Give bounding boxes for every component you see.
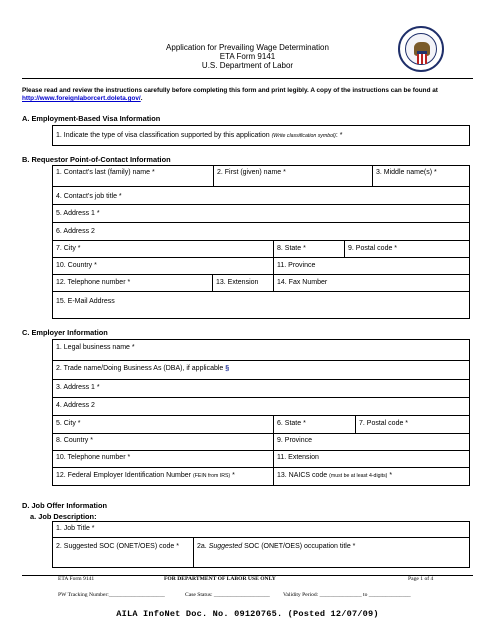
contact-middle-name-field[interactable]: 3. Middle name(s) * — [376, 169, 437, 176]
instructions-link[interactable]: http://www.foreignlaborcert.doleta.gov/ — [22, 95, 141, 103]
job-title-field[interactable]: 1. Job Title * — [56, 525, 95, 532]
contact-email-field[interactable]: 15. E-Mail Address — [56, 298, 115, 305]
contact-state-field[interactable]: 8. State * — [277, 245, 306, 252]
contact-first-name-field[interactable]: 2. First (given) name * — [217, 169, 286, 176]
naics-field[interactable] — [273, 469, 470, 486]
section-a-title: A. Employment-Based Visa Information — [22, 114, 161, 123]
employer-address1-field[interactable]: 3. Address 1 * — [56, 384, 100, 391]
trade-name-label: 2. Trade name/Doing Business As (DBA), if applicable — [56, 365, 224, 372]
q1-note: (Write classification symbol) — [271, 133, 336, 139]
soc-title-label: SOC (ONET/OES) occupation title * — [242, 543, 356, 550]
contact-telephone-field[interactable]: 12. Telephone number * — [56, 279, 131, 286]
soc-title-italic: Suggested — [208, 543, 243, 550]
intro-body: Please read and review the instructions carefully before completing this form and print legibly. A copy of the instructions can be found at — [22, 87, 438, 94]
soc-title-field[interactable] — [193, 540, 470, 567]
trade-name-field[interactable] — [52, 362, 470, 379]
contact-city-field[interactable]: 7. City * — [56, 245, 81, 252]
section-b-title: B. Requestor Point-of-Contact Information — [22, 155, 171, 164]
visa-classification-label — [52, 129, 346, 143]
shield-icon — [417, 51, 427, 64]
employer-city-field[interactable]: 5. City * — [56, 420, 81, 427]
contact-fax-field[interactable]: 14. Fax Number — [277, 279, 328, 286]
footer-dol-use-only: FOR DEPARTMENT OF LABOR USE ONLY — [164, 576, 276, 582]
intro-text — [22, 87, 470, 103]
q1-text: 1. Indicate the type of visa classification supported by this application — [56, 132, 270, 139]
naics-end: * — [387, 472, 393, 479]
legal-business-name-field[interactable]: 1. Legal business name * — [56, 344, 135, 351]
form-title: Application for Prevailing Wage Determination — [166, 43, 329, 52]
section-d-title: D. Job Offer Information — [22, 501, 107, 510]
employer-state-field[interactable]: 6. State * — [277, 420, 306, 427]
contact-province-field[interactable]: 11. Province — [277, 262, 316, 269]
contact-postal-code-field[interactable]: 9. Postal code * — [348, 245, 398, 252]
validity-period: Validity Period: _______________ to _______________ — [283, 592, 411, 598]
fein-note: (FEIN from IRS) — [192, 473, 231, 479]
footer-page-number: Page 1 of 4 — [408, 576, 434, 582]
section-mark: § — [225, 365, 230, 372]
aila-doc-number: AILA InfoNet Doc. No. 09120765. (Posted 12/07/09) — [116, 609, 379, 619]
employer-address2-field[interactable]: 4. Address 2 — [56, 402, 95, 409]
footer-form-number: ETA Form 9141 — [58, 576, 95, 582]
employer-telephone-field[interactable]: 10. Telephone number * — [56, 454, 131, 461]
employer-postal-code-field[interactable]: 7. Postal code * — [359, 420, 409, 427]
employer-province-field[interactable]: 9. Province — [277, 437, 313, 444]
employer-extension-field[interactable]: 11. Extension — [277, 454, 319, 461]
contact-address2-field[interactable]: 6. Address 2 — [56, 228, 95, 235]
department-of-labor-seal — [398, 26, 444, 72]
fein-label: 12. Federal Employer Identification Number — [56, 472, 192, 479]
contact-country-field[interactable]: 10. Country * — [56, 262, 97, 269]
job-description-subtitle: a. Job Description: — [30, 512, 97, 521]
soc-title-prefix: 2a. — [197, 543, 209, 550]
header-rule — [22, 78, 473, 79]
q1-end: : * — [335, 132, 343, 139]
contact-address1-field[interactable]: 5. Address 1 * — [56, 210, 100, 217]
case-status: Case Status: ____________________ — [185, 592, 270, 598]
form-number: ETA Form 9141 — [219, 52, 276, 61]
contact-last-name-field[interactable]: 1. Contact’s last (family) name * — [56, 169, 155, 176]
fein-end: * — [230, 472, 235, 479]
intro-end: . — [140, 95, 143, 103]
contact-extension-field[interactable]: 13. Extension — [216, 279, 259, 286]
naics-note: (must be at least 4-digits) — [329, 473, 388, 479]
employer-country-field[interactable]: 8. Country * — [56, 437, 93, 444]
pw-tracking-number: PW Tracking Number:____________________ — [58, 592, 165, 598]
soc-code-field[interactable]: 2. Suggested SOC (ONET/OES) code * — [56, 543, 179, 550]
section-c-title: C. Employer Information — [22, 328, 108, 337]
fein-field[interactable] — [52, 469, 273, 486]
naics-label: 13. NAICS code — [277, 472, 328, 479]
contact-job-title-field[interactable]: 4. Contact’s job title * — [56, 193, 122, 200]
agency-name: U.S. Department of Labor — [201, 61, 294, 70]
